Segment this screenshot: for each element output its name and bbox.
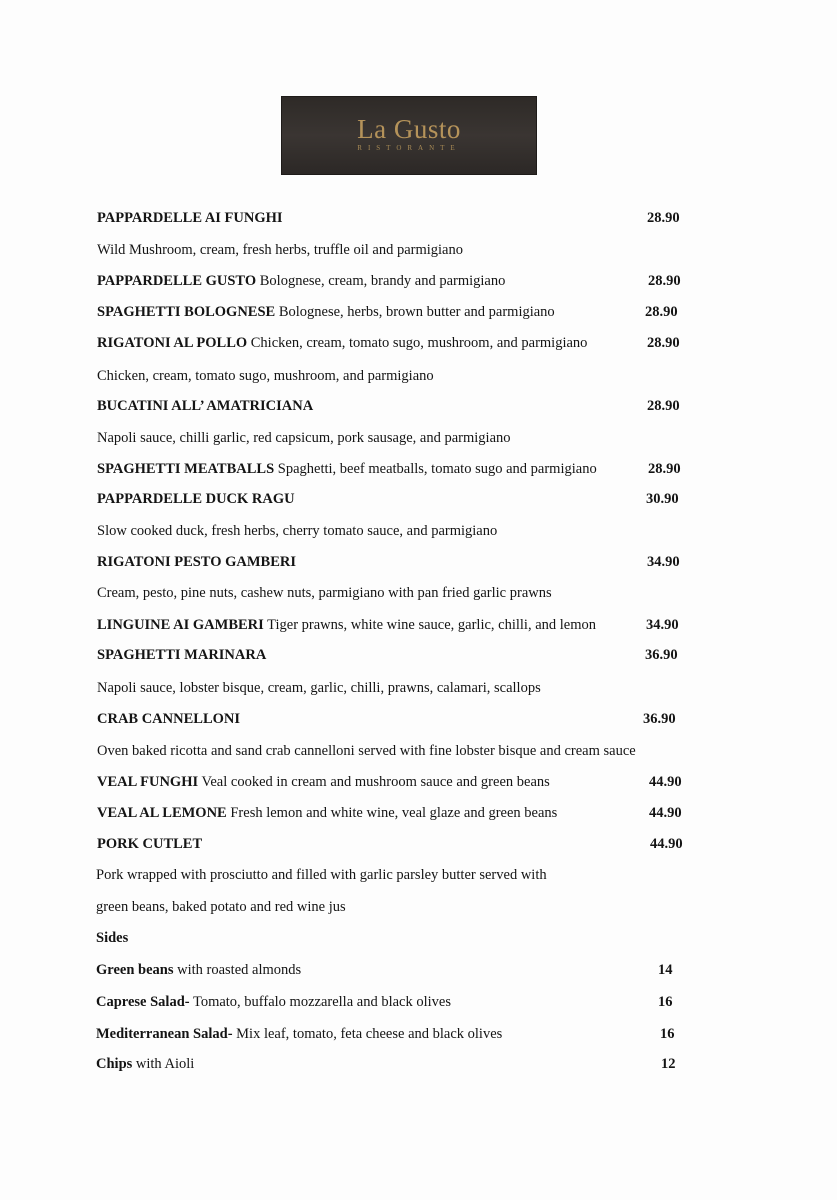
menu-item	[0, 394, 837, 418]
item-description: Cream, pesto, pine nuts, cashew nuts, parmigiano with pan fried garlic prawns	[97, 585, 552, 601]
menu-item	[0, 1022, 837, 1046]
menu-item-text	[97, 206, 283, 230]
item-name: PORK CUTLET	[97, 836, 203, 852]
item-price: 28.90	[647, 210, 680, 226]
menu-item-text	[97, 519, 497, 543]
logo-subtitle: RISTORANTE	[357, 144, 461, 152]
restaurant-logo	[281, 96, 537, 175]
item-description: Fresh lemon and white wine, veal glaze and green beans	[230, 805, 558, 821]
item-name: BUCATINI ALL’ AMATRICIANA	[97, 398, 314, 414]
item-price: 16	[660, 1026, 675, 1042]
item-price: 30.90	[646, 491, 679, 507]
item-name: SPAGHETTI MARINARA	[97, 647, 267, 663]
item-description: Chicken, cream, tomato sugo, mushroom, and parmigiano	[250, 335, 588, 351]
item-name: Green beans	[96, 962, 174, 978]
item-price: 12	[661, 1056, 676, 1072]
item-name: Mediterranean Salad-	[96, 1026, 233, 1042]
menu-item-text	[97, 801, 557, 825]
item-price: 44.90	[650, 836, 683, 852]
menu-item-text	[97, 770, 550, 794]
item-price: 14	[658, 962, 673, 978]
item-description: Napoli sauce, lobster bisque, cream, garlic, chilli, prawns, calamari, scallops	[97, 680, 541, 696]
menu-item	[0, 238, 837, 262]
item-description: Tomato, buffalo mozzarella and black olives	[192, 994, 451, 1010]
menu-item-text	[97, 300, 555, 324]
menu-item-text	[97, 613, 596, 637]
menu-item	[0, 707, 837, 731]
menu-item	[0, 990, 837, 1014]
menu-item	[0, 770, 837, 794]
item-name: VEAL AL LEMONE	[97, 805, 227, 821]
logo-name: La Gusto	[357, 114, 461, 144]
item-description: Spaghetti, beef meatballs, tomato sugo and parmigiano	[277, 461, 597, 477]
item-description: Tiger prawns, white wine sauce, garlic, chilli, and lemon	[267, 617, 597, 633]
menu-item	[0, 958, 837, 982]
item-price: 36.90	[643, 711, 676, 727]
item-name: PAPPARDELLE GUSTO	[97, 273, 257, 289]
menu-item	[0, 457, 837, 481]
menu-item-text	[97, 426, 511, 450]
menu-item	[0, 863, 837, 887]
item-price: 44.90	[649, 774, 682, 790]
item-price: 28.90	[648, 273, 681, 289]
menu-item	[0, 519, 837, 543]
menu-item	[0, 613, 837, 637]
item-description: Veal cooked in cream and mushroom sauce and green beans	[201, 774, 550, 790]
item-price: 28.90	[647, 398, 680, 414]
item-description: Slow cooked duck, fresh herbs, cherry tomato sauce, and parmigiano	[97, 523, 498, 539]
item-price: 44.90	[649, 805, 682, 821]
item-description: Oven baked ricotta and sand crab cannelloni served with fine lobster bisque and cream sauce	[97, 743, 636, 759]
item-name: CRAB CANNELLONI	[97, 711, 241, 727]
item-description: Bolognese, herbs, brown butter and parmigiano	[278, 304, 555, 320]
menu-item-text	[96, 990, 451, 1014]
item-name: SPAGHETTI BOLOGNESE	[97, 304, 276, 320]
item-name: RIGATONI AL POLLO	[97, 335, 248, 351]
menu-item	[0, 269, 837, 293]
menu-item-text	[96, 958, 301, 982]
menu-item-text	[97, 394, 313, 418]
menu-item-text	[97, 739, 636, 763]
item-description: Napoli sauce, chilli garlic, red capsicum, pork sausage, and parmigiano	[97, 430, 511, 446]
menu-item-text	[97, 581, 552, 605]
item-price: 36.90	[645, 647, 678, 663]
menu-item-text	[97, 269, 505, 293]
menu-item-text	[97, 832, 202, 856]
item-description: Mix leaf, tomato, feta cheese and black olives	[236, 1026, 503, 1042]
menu-item-text	[96, 1052, 194, 1076]
menu-item-text	[97, 487, 295, 511]
menu-item	[0, 926, 837, 950]
menu-item	[0, 331, 837, 355]
item-name: Chips	[96, 1056, 133, 1072]
item-description: with roasted almonds	[177, 962, 302, 978]
item-price: 34.90	[646, 617, 679, 633]
menu-item-text	[96, 863, 547, 887]
menu-item	[0, 426, 837, 450]
menu-item	[0, 676, 837, 700]
item-name: SPAGHETTI MEATBALLS	[97, 461, 275, 477]
item-description: Pork wrapped with prosciutto and filled with garlic parsley butter served with	[96, 867, 547, 883]
item-name: Sides	[96, 930, 129, 946]
menu-item	[0, 300, 837, 324]
menu-item-text	[96, 926, 128, 950]
menu-item	[0, 643, 837, 667]
item-name: VEAL FUNGHI	[97, 774, 199, 790]
menu-item	[0, 581, 837, 605]
menu-item-text	[96, 895, 346, 919]
menu-item	[0, 801, 837, 825]
menu-item-text	[97, 676, 541, 700]
menu-item	[0, 364, 837, 388]
menu-item-text	[97, 331, 587, 355]
menu-item-text	[97, 238, 463, 262]
item-name: LINGUINE AI GAMBERI	[97, 617, 264, 633]
menu-item-text	[97, 364, 434, 388]
menu-item	[0, 1052, 837, 1076]
item-name: RIGATONI PESTO GAMBERI	[97, 554, 297, 570]
menu-item	[0, 739, 837, 763]
menu-item	[0, 832, 837, 856]
menu-item	[0, 895, 837, 919]
item-description: green beans, baked potato and red wine jus	[96, 899, 346, 915]
item-price: 16	[658, 994, 673, 1010]
menu-item	[0, 487, 837, 511]
item-name: Caprese Salad-	[96, 994, 190, 1010]
menu-item-text	[96, 1022, 502, 1046]
item-name: PAPPARDELLE AI FUNGHI	[97, 210, 283, 226]
menu-item-text	[97, 457, 597, 481]
item-description: Chicken, cream, tomato sugo, mushroom, and parmigiano	[97, 368, 434, 384]
menu-item	[0, 550, 837, 574]
item-description: Wild Mushroom, cream, fresh herbs, truffle oil and parmigiano	[97, 242, 463, 258]
item-description: Bolognese, cream, brandy and parmigiano	[259, 273, 506, 289]
item-price: 34.90	[647, 554, 680, 570]
item-price: 28.90	[648, 461, 681, 477]
menu-item-text	[97, 550, 296, 574]
item-price: 28.90	[647, 335, 680, 351]
menu-item	[0, 206, 837, 230]
menu-item-text	[97, 707, 240, 731]
item-price: 28.90	[645, 304, 678, 320]
item-description: with Aioli	[135, 1056, 195, 1072]
menu-item-text	[97, 643, 266, 667]
item-name: PAPPARDELLE DUCK RAGU	[97, 491, 295, 507]
